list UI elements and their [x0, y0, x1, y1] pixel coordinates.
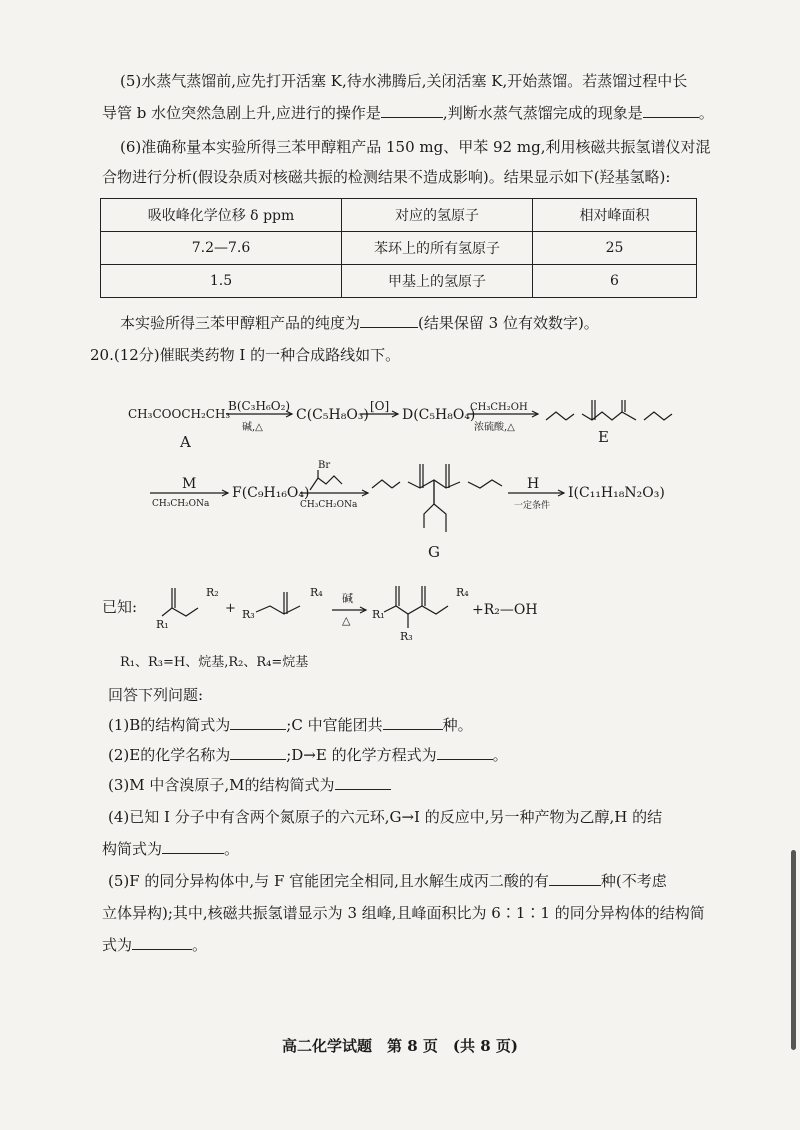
table-cell: 苯环上的所有氢原子 [342, 232, 533, 265]
q19-p6-line1: (6)准确称量本实验所得三苯甲醇粗产品 150 mg、甲苯 92 mg,利用核磁共振氢谱仪对混 [120, 138, 711, 156]
known-note: R₁、R₃=H、烷基,R₂、R₄=烷基 [120, 655, 309, 670]
bromo-label: Br [318, 460, 331, 471]
scrollbar[interactable] [791, 850, 796, 1050]
answer-blank[interactable] [549, 871, 601, 886]
condition-acid-heat: 浓硫酸,△ [474, 422, 515, 433]
r3-label: R₃ [242, 608, 255, 621]
answer-blank[interactable] [381, 103, 443, 118]
answer-blank[interactable] [230, 715, 286, 730]
table-header: 相对峰面积 [533, 199, 697, 232]
condition-certain: 一定条件 [514, 501, 551, 511]
answer-blank[interactable] [643, 103, 699, 118]
compound-a-label: A [180, 433, 191, 451]
q4-text: 构简式为 [102, 840, 163, 858]
answer-blank[interactable] [437, 745, 493, 760]
table-header: 吸收峰化学位移 δ ppm [101, 199, 342, 232]
q20-sub5-line1 [108, 870, 710, 892]
reagent-m: M [182, 476, 197, 492]
q2-text-c: 。 [492, 746, 508, 764]
q20-sub2 [108, 744, 710, 766]
compound-d: D(C₅H₈O₄) [402, 407, 476, 423]
reagent-naoet: CH₃CH₂ONa [152, 499, 210, 509]
structure-g [372, 464, 502, 532]
compound-f: F(C₉H₁₆O₄) [232, 485, 310, 501]
q19-p5-line2 [102, 102, 714, 124]
compound-i: I(C₁₁H₁₈N₂O₃) [568, 485, 665, 501]
q5-text-b: 种(不考虑 [600, 872, 667, 890]
heat-label: △ [342, 614, 351, 627]
table-cell: 6 [533, 265, 697, 298]
r2-label: R₂ [206, 586, 219, 599]
table-row [101, 265, 697, 298]
answer-blank[interactable] [162, 839, 224, 854]
q1-text-a: (1)B的结构简式为 [108, 716, 231, 734]
purity-text-b: (结果保留 3 位有效数字)。 [418, 314, 599, 332]
q19-p5-text-c: 。 [698, 104, 714, 122]
q19-p5-text-a: 导管 b 水位突然急剧上升,应进行的操作是 [102, 104, 381, 122]
oxidation-label: [O] [370, 399, 390, 413]
answer-blank[interactable] [383, 715, 443, 730]
known-label: 已知: [102, 598, 138, 616]
table-cell: 甲基上的氢原子 [342, 265, 533, 298]
condition-base-heat: 碱,△ [242, 422, 263, 433]
answer-blank[interactable] [230, 745, 286, 760]
table-cell: 7.2—7.6 [101, 232, 342, 265]
q20-sub5-line3 [102, 934, 710, 956]
q20-sub3 [108, 774, 710, 796]
q20-sub4-line2 [102, 838, 710, 860]
q19-p5-text-b: ,判断水蒸气蒸馏完成的现象是 [442, 104, 643, 122]
product-r3: R₃ [400, 630, 413, 643]
answer-blank[interactable] [335, 775, 391, 790]
reagent-b: B(C₃H₆O₂) [228, 399, 291, 413]
q20-sub5-line2: 立体异构);其中,核磁共振氢谱显示为 3 组峰,且峰面积比为 6∶1∶1 的同分异构体的结构简 [102, 904, 705, 922]
table-row [101, 232, 697, 265]
reagent-naoet-2: CH₃CH₂ONa [300, 500, 358, 510]
table-header-row [101, 199, 697, 232]
nmr-table [100, 198, 697, 298]
plus-sign: + [225, 601, 236, 616]
structure-e [546, 400, 672, 420]
q19-p5-line1: (5)水蒸气蒸馏前,应先打开活塞 K,待水沸腾后,关闭活塞 K,开始蒸馏。若蒸馏过程中长 [120, 72, 688, 90]
base-label: 碱 [342, 592, 353, 605]
compound-g-label: G [428, 543, 440, 561]
product-tail: +R₂—OH [472, 602, 538, 618]
answer-blank[interactable] [132, 935, 192, 950]
product-r4: R₄ [456, 586, 469, 599]
answer-blank[interactable] [360, 313, 418, 328]
q20-sub1 [108, 714, 710, 736]
r1-label: R₁ [156, 618, 169, 631]
q5-text-a: (5)F 的同分异构体中,与 F 官能团完全相同,且水解生成丙二酸的有 [108, 872, 549, 890]
known-reaction [0, 570, 800, 650]
structure-bromide [310, 476, 342, 490]
r4-label: R₄ [310, 586, 323, 599]
q1-text-b: ;C 中官能团共 [286, 716, 383, 734]
answer-prompt: 回答下列问题: [108, 686, 204, 704]
table-cell: 1.5 [101, 265, 342, 298]
product-skeleton [384, 606, 448, 614]
q20-title: 20.(12分)催眠类药物 I 的一种合成路线如下。 [90, 346, 401, 364]
q5-end: 。 [192, 936, 208, 954]
q19-p6-line2: 合物进行分析(假设杂质对核磁共振的检测结果不造成影响)。结果显示如下(羟基氢略): [102, 168, 671, 186]
table-cell: 25 [533, 232, 697, 265]
ester2-skeleton [256, 606, 300, 614]
reagent-ethanol: CH₃CH₂OH [470, 402, 528, 413]
ester1-skeleton [162, 608, 198, 616]
page-footer: 高二化学试题 第 8 页 (共 8 页) [282, 1037, 518, 1055]
q4-end: 。 [224, 840, 240, 858]
compound-c: C(C₅H₈O₃) [296, 407, 369, 423]
q2-text-a: (2)E的化学名称为 [108, 746, 231, 764]
compound-e-label: E [598, 428, 609, 446]
synthesis-scheme [0, 380, 800, 580]
q2-text-b: ;D→E 的化学方程式为 [286, 746, 437, 764]
q3-text: (3)M 中含溴原子,M的结构简式为 [108, 776, 335, 794]
q20-sub4-line1: (4)已知 I 分子中有含两个氮原子的六元环,G→I 的反应中,另一种产物为乙醇,H 的结 [108, 808, 663, 826]
product-r1: R₁ [372, 608, 385, 621]
compound-a-formula: CH₃COOCH₂CH₃ [128, 407, 231, 421]
table-header: 对应的氢原子 [342, 199, 533, 232]
reagent-h: H [527, 476, 540, 492]
q1-text-c: 种。 [442, 716, 473, 734]
q5-text-c: 式为 [102, 936, 133, 954]
q19-purity-line [120, 312, 710, 334]
purity-text-a: 本实验所得三苯甲醇粗产品的纯度为 [120, 314, 361, 332]
